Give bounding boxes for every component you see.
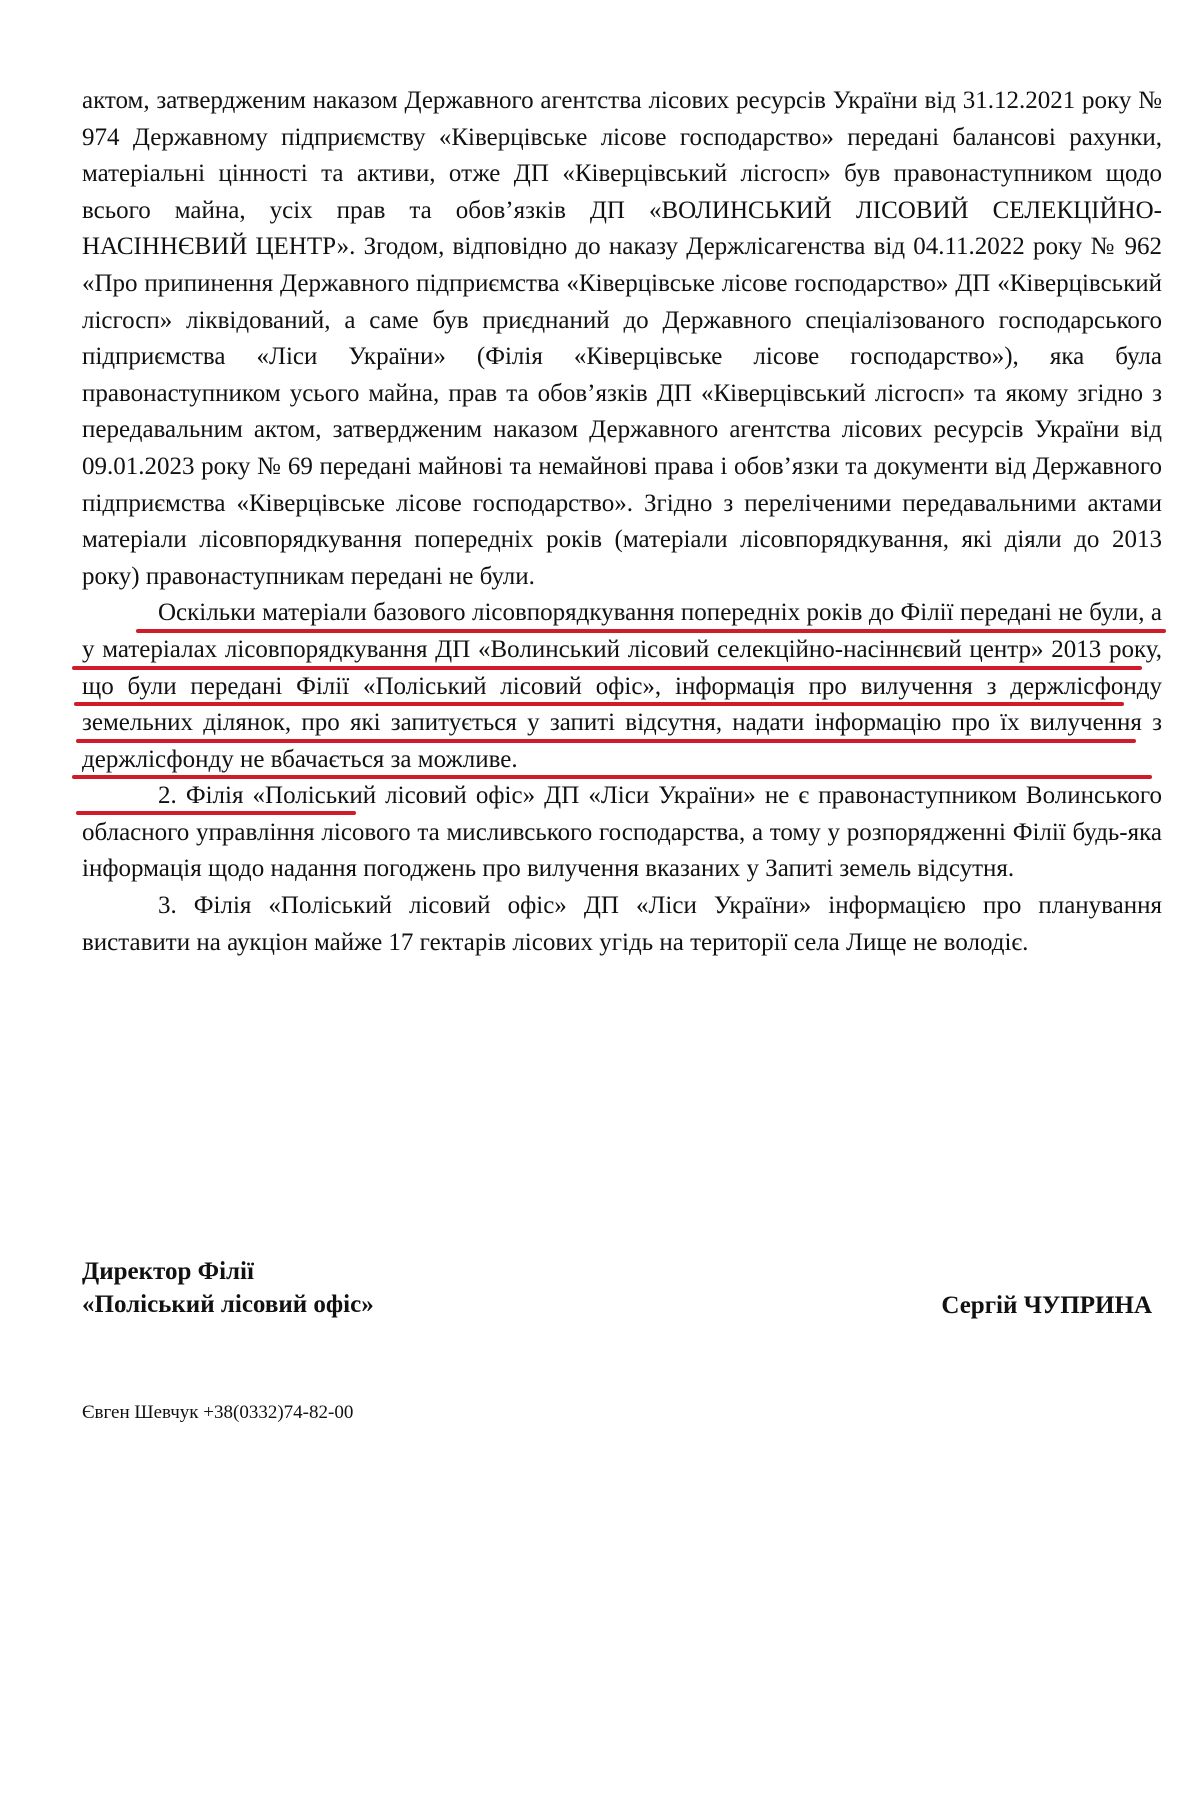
red-underline-mark <box>72 775 1152 779</box>
paragraph-point-2: 2. Філія «Поліський лісовий офіс» ДП «Ліси України» не є правонаступником Волинського обласного управління лісового та мисливського господарства, а тому у розпорядженні Філії будь-яка інформація щодо надання погоджень про вилучення вказаних у Запиті земель відсутня. <box>82 782 1162 883</box>
paragraph-legal-succession: актом, затвердженим наказом Державного агентства лісових ресурсів України від 31.12.2021 року № 974 Державному підприємству «Ківерцівське лісове господарство» передані балансові рахунки, матеріальні цінності та активи, отже ДП «Ківерцівський лісгосп» був правонаступником щодо всього майна, усіх прав та обов’язків ДП «ВОЛИНСЬКИЙ ЛІСОВИЙ СЕЛЕКЦІЙНО-НАСІННЄВИЙ ЦЕНТР». Згодом, відповідно до наказу Держлісагенства від 04.11.2022 року № 962 «Про припинення Державного підприємства «Ківерцівське лісове господарство» ДП «Ківерцівський лісгосп» ліквідований, а саме був приєднаний до Державного спеціалізованого господарського підприємства «Ліси України» (Філія «Ківерцівське лісове господарство»), яка була правонаступником усього майна, прав та обов’язків ДП «Ківерцівський лісгосп» та якому згідно з передавальним актом, затвердженим наказом Державного агентства лісових ресурсів України від 09.01.2023 року № 69 передані майнові та немайнові права і обов’язки та документи від Державного підприємства «Ківерцівське лісове господарство». Згідно з переліченими передавальними актами матеріали лісовпорядкування попередніх років (матеріали лісовпорядкування, які діяли до 2013 року) правонаступникам передані не були. <box>82 87 1162 590</box>
paragraph-highlighted-text: Оскільки матеріали базового лісовпорядкування попередніх років до Філії передані не були, а у матеріалах лісовпорядкування ДП «Волинський лісовий селекційно-насіннєвий центр» 2013 року, що були передані Філії «Поліський лісовий офіс», інформація про вилучення з держлісфонду земельних ділянок, про які запитується у запиті відсутня, надати інформацію про їх вилучення з держлісфонду не вбачається за можливе. <box>82 599 1162 773</box>
red-underline-mark <box>76 739 1136 743</box>
red-underline-mark <box>72 666 1142 670</box>
signatory-title <box>82 1255 374 1321</box>
contact-line: Євген Шевчук +38(0332)74-82-00 <box>82 1402 354 1423</box>
red-underline-mark <box>76 811 356 815</box>
red-underline-mark <box>136 629 1166 633</box>
letter-body <box>82 83 1162 961</box>
red-underline-mark <box>74 702 1124 706</box>
paragraph-highlighted <box>82 595 1162 778</box>
signatory-name: Сергій ЧУПРИНА <box>941 1292 1152 1319</box>
paragraph-point-3: 3. Філія «Поліський лісовий офіс» ДП «Ліси України» інформацією про планування виставити на аукціон майже 17 гектарів лісових угідь на території села Лище не володіє. <box>82 892 1162 956</box>
signature-block <box>82 1255 1162 1321</box>
signatory-title-line-1: Директор Філії <box>82 1258 254 1285</box>
signatory-title-line-2: «Поліський лісовий офіс» <box>82 1291 374 1318</box>
